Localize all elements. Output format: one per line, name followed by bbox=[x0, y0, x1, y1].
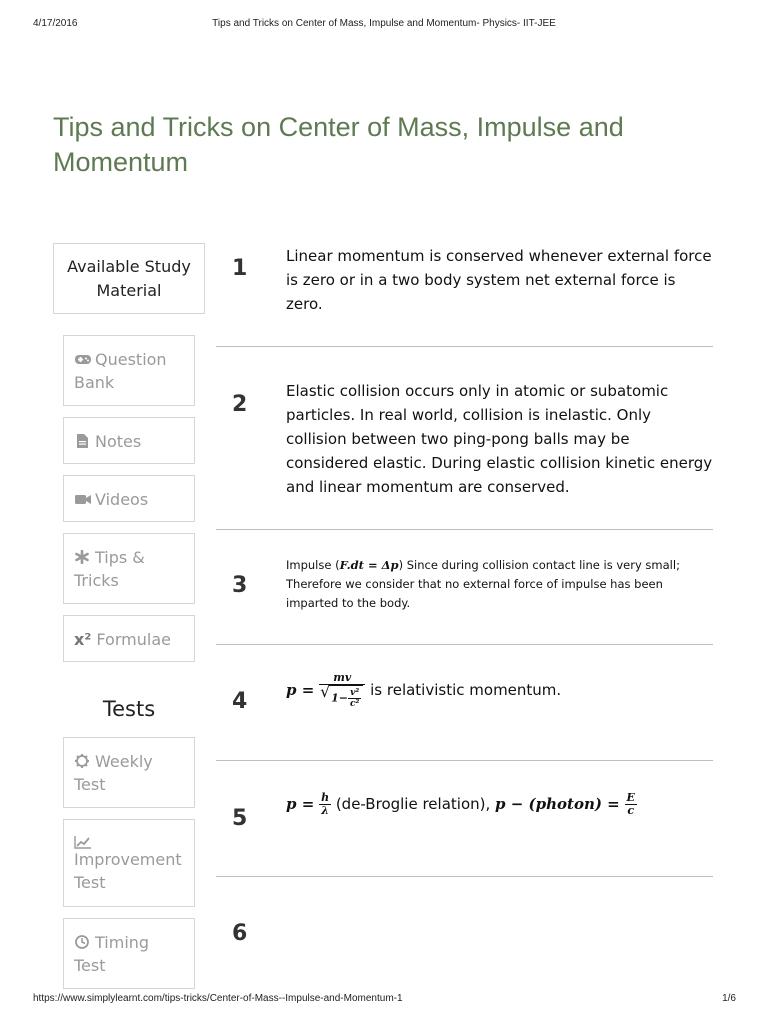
sidebar-item-label: Timing Test bbox=[74, 933, 150, 975]
photon-momentum: p − (photon) = bbox=[495, 795, 620, 813]
impulse-formula: F.dt = Δp bbox=[339, 558, 399, 572]
print-footer-url: https://www.simplylearnt.com/tips-tricks/Center-of-Mass--Impulse-and-Momentum-1 bbox=[33, 993, 403, 1004]
sidebar-item-formulae[interactable] bbox=[63, 615, 195, 662]
tip-text-part: ) Since during collision contact line is very small; Therefore we consider that no external force of impulse has been imparted to the body. bbox=[286, 558, 680, 610]
sidebar-item-label: Formulae bbox=[96, 630, 171, 649]
relativistic-fraction bbox=[319, 672, 365, 709]
tip-text: Elastic collision occurs only in atomic or subatomic particles. In real world, collision is inelastic. Only collision between two ping-pong balls may be considered elastic. During elastic collision kinetic energy and linear momentum are conserved. bbox=[286, 382, 713, 496]
sidebar-item-label: Videos bbox=[95, 490, 149, 509]
tip-number: 3 bbox=[232, 573, 248, 598]
print-footer-page: 1/6 bbox=[722, 993, 736, 1004]
fraction-numerator: E bbox=[626, 791, 635, 804]
sidebar-item-notes[interactable] bbox=[63, 417, 195, 464]
sidebar-item-improvement-test[interactable] bbox=[63, 819, 195, 907]
root-numerator: v² bbox=[348, 688, 361, 699]
tip-divider bbox=[216, 529, 713, 530]
sidebar-item-timing-test[interactable] bbox=[63, 918, 195, 989]
tests-heading: Tests bbox=[102, 697, 156, 721]
fraction-denominator bbox=[319, 685, 365, 709]
sidebar-item-label: Notes bbox=[95, 432, 142, 451]
superscript-icon: x² bbox=[74, 630, 92, 649]
sidebar-item-label: Improvement Test bbox=[74, 850, 182, 892]
tip-divider bbox=[216, 346, 713, 347]
study-material-box[interactable] bbox=[53, 243, 205, 314]
tip-number: 2 bbox=[232, 392, 248, 417]
sidebar-item-tips-tricks[interactable] bbox=[63, 533, 195, 604]
study-material-label: Available Study Material bbox=[67, 256, 191, 300]
photon-fraction bbox=[625, 792, 637, 817]
print-header-title: Tips and Tricks on Center of Mass, Impulse and Momentum- Physics- IIT-JEE bbox=[212, 18, 556, 29]
momentum-lhs: p = bbox=[286, 795, 315, 813]
tip-text bbox=[286, 556, 714, 613]
tip-divider bbox=[216, 644, 713, 645]
sidebar-item-weekly-test[interactable] bbox=[63, 737, 195, 808]
tip-divider bbox=[216, 760, 713, 761]
tip-text-part: Impulse ( bbox=[286, 558, 340, 572]
root-constant: 1− bbox=[331, 691, 348, 705]
tip-text bbox=[286, 672, 714, 709]
sidebar-item-question-bank[interactable] bbox=[63, 335, 195, 406]
tip-text bbox=[286, 792, 714, 817]
sidebar-item-label: Question Bank bbox=[74, 350, 167, 392]
fraction-denominator: c bbox=[627, 804, 635, 817]
line-chart-icon bbox=[74, 832, 92, 846]
tip-number: 4 bbox=[232, 689, 248, 714]
tip-text: Linear momentum is conserved whenever external force is zero or in a two body system net external force is zero. bbox=[286, 247, 712, 313]
de-broglie-fraction bbox=[319, 792, 331, 817]
sidebar-item-label: Weekly Test bbox=[74, 752, 153, 794]
tip-text-part: is relativistic momentum. bbox=[365, 681, 562, 699]
page-title: Tips and Tricks on Center of Mass, Impulse and Momentum bbox=[53, 112, 624, 177]
sidebar-item-label: Tips & Tricks bbox=[74, 548, 145, 590]
tip-number: 6 bbox=[232, 921, 248, 946]
clock-icon bbox=[74, 932, 92, 946]
asterisk-icon bbox=[74, 547, 92, 561]
sidebar-item-videos[interactable] bbox=[63, 475, 195, 522]
tip-number: 1 bbox=[232, 256, 248, 281]
square-root bbox=[329, 685, 363, 709]
gear-icon bbox=[74, 751, 92, 765]
tip-number: 5 bbox=[232, 806, 248, 831]
root-denominator: c² bbox=[349, 699, 360, 709]
print-header-date: 4/17/2016 bbox=[33, 18, 78, 29]
video-camera-icon bbox=[74, 489, 92, 503]
tip-divider bbox=[216, 876, 713, 877]
gamepad-icon bbox=[74, 349, 92, 363]
tip-text-part: (de-Broglie relation), bbox=[331, 795, 496, 813]
document-icon bbox=[74, 431, 92, 445]
fraction-numerator: h bbox=[321, 791, 330, 804]
momentum-lhs: p = bbox=[286, 681, 315, 699]
fraction-numerator: mv bbox=[319, 672, 365, 685]
fraction-denominator: λ bbox=[321, 804, 329, 817]
